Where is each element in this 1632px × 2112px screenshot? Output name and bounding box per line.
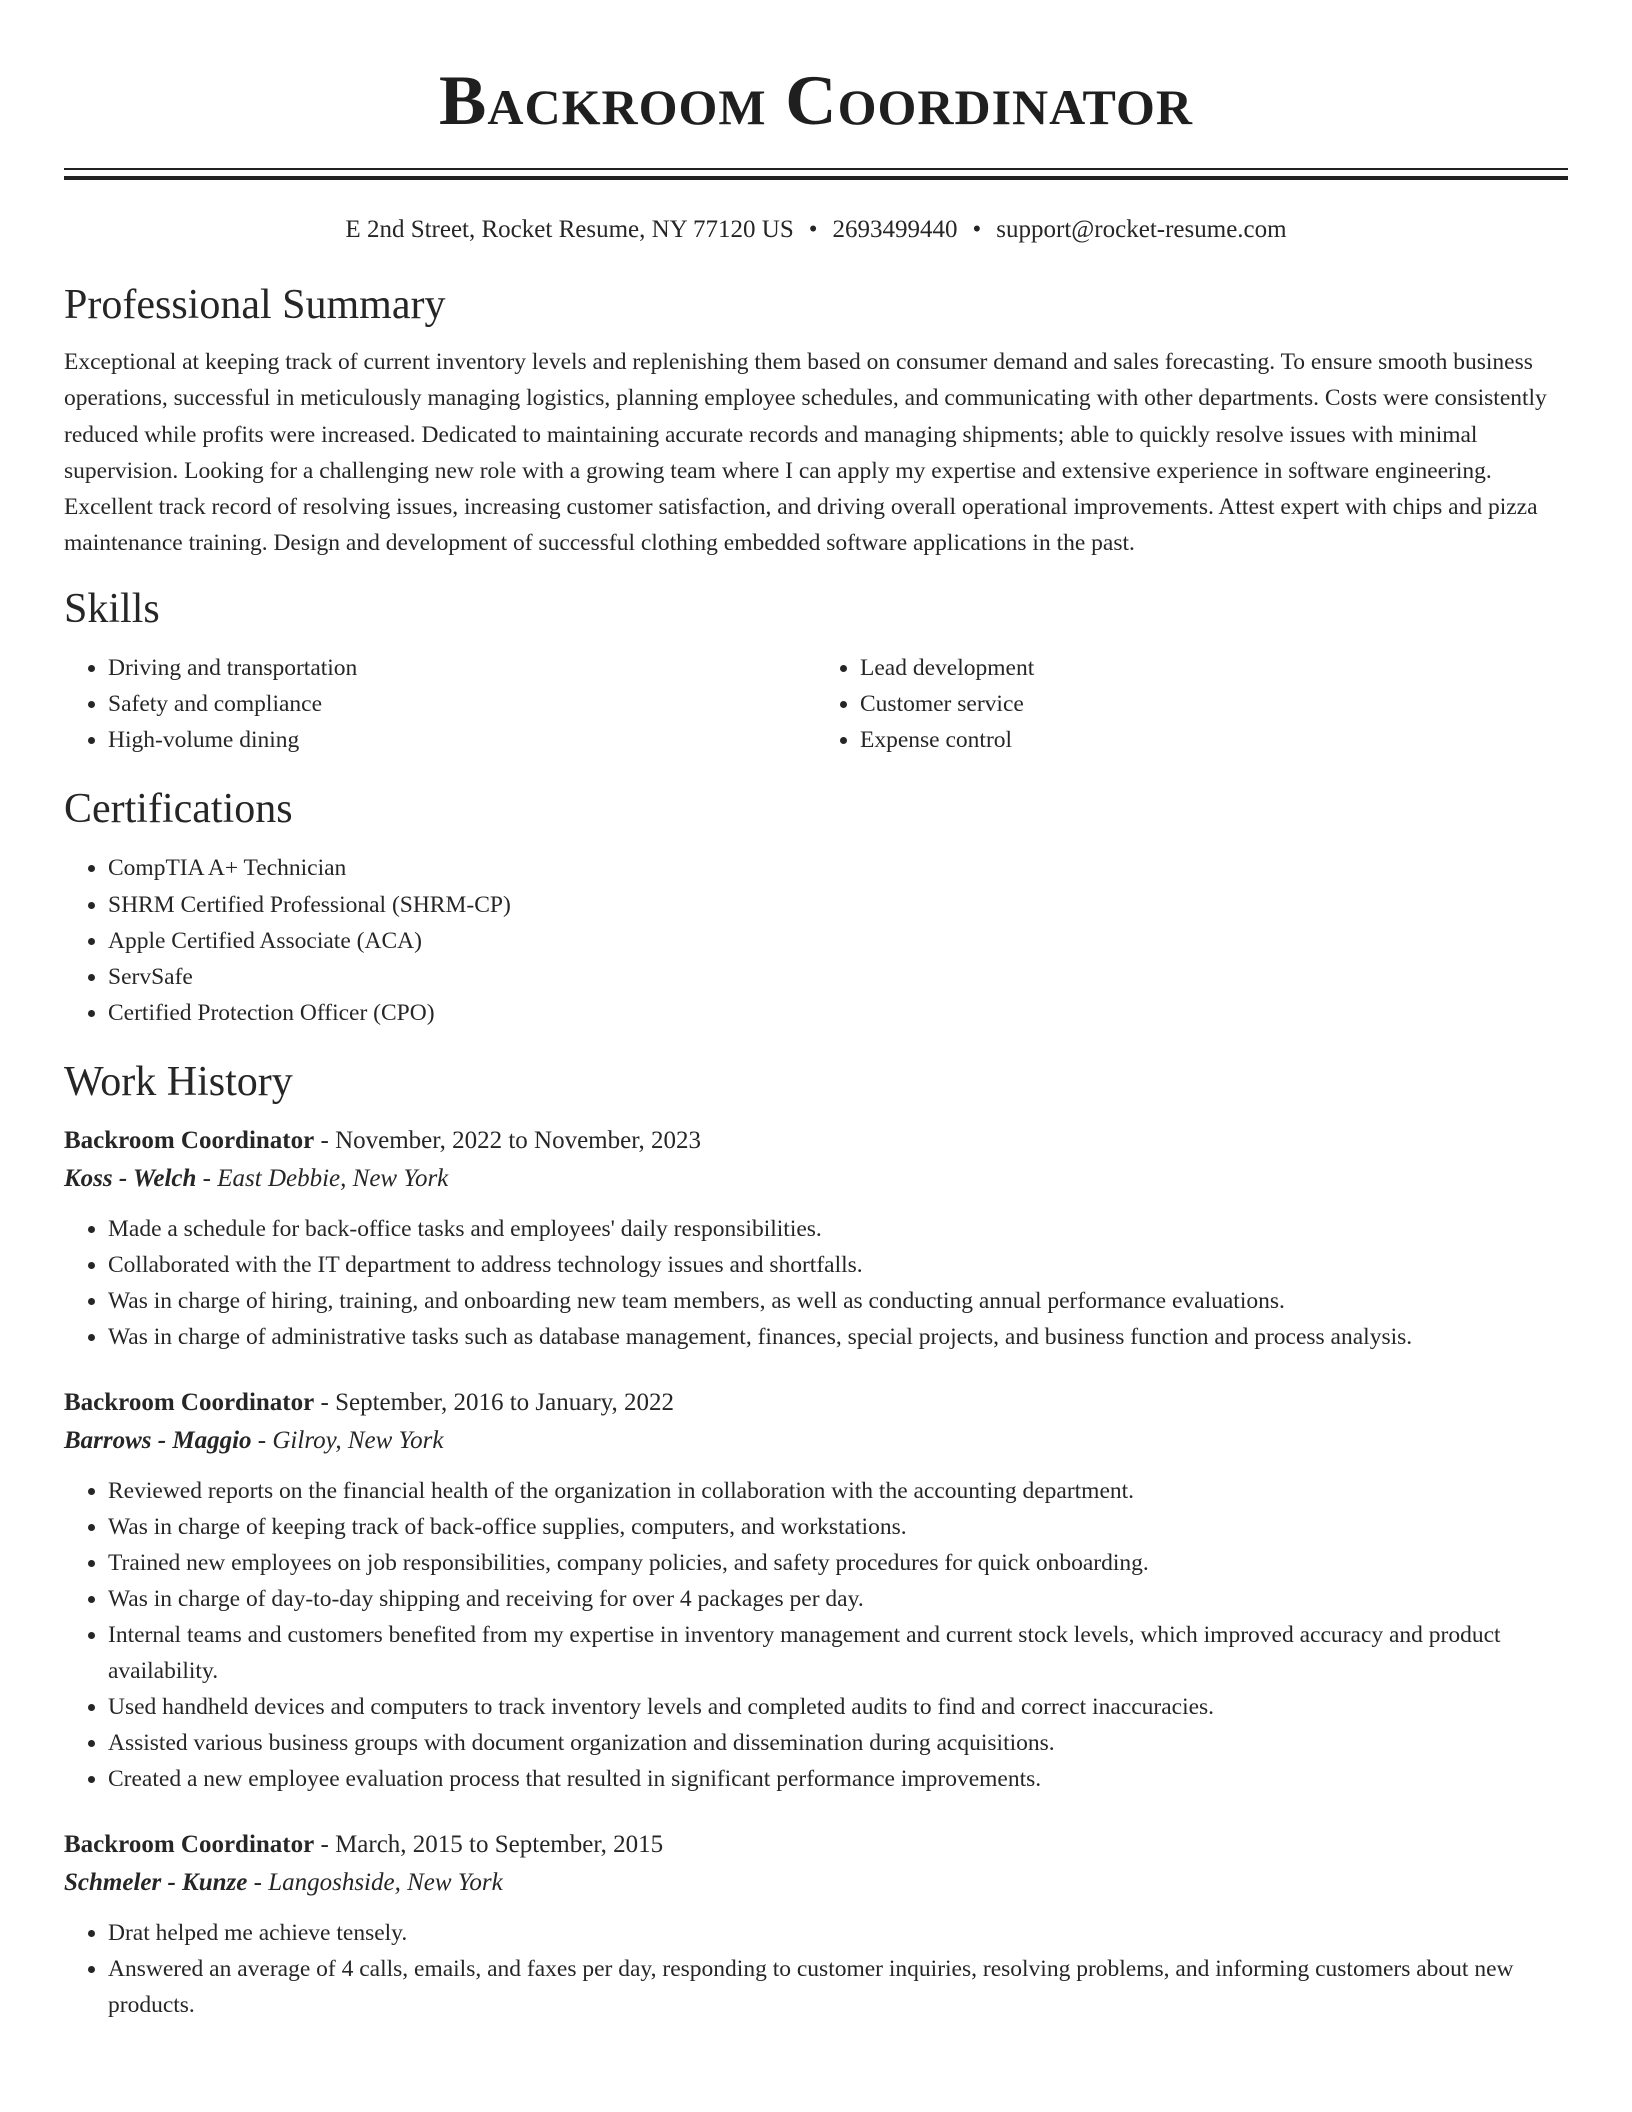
job-company: Koss - Welch [64,1165,197,1193]
job-heading: Backroom Coordinator - March, 2015 to September, 2015 [64,1831,664,1859]
section-title-summary: Professional Summary [64,282,446,328]
job-title: Backroom Coordinator [64,1831,315,1859]
work-history-section [64,1057,1568,2023]
skills-columns [64,650,1568,759]
section-title-skills: Skills [64,585,160,632]
job-company: Barrows - Maggio [64,1427,252,1455]
job-bullet: • Created a new employee evaluation process that resulted in significant performance improvements. [108,1761,1568,1797]
job-entry [64,1827,1568,2023]
certifications-list [64,850,1568,1031]
job-bullet: • Made a schedule for back-office tasks and employees' daily responsibilities. [108,1211,1568,1247]
job-bullet: • Collaborated with the IT department to address technology issues and shortfalls. [108,1247,1568,1283]
certifications-section [64,784,1568,1031]
section-title-certifications: Certifications [64,786,293,833]
job-entry [64,1123,1568,1355]
job-location: Gilroy, New York [272,1427,444,1455]
job-bullet: • Was in charge of keeping track of back-office supplies, computers, and workstations. [108,1509,1568,1545]
job-bullet: • Used handheld devices and computers to track inventory levels and completed audits to find and correct inaccuracies. [108,1689,1568,1725]
job-bullets [64,1473,1568,1797]
job-bullet: • Drat helped me achieve tensely. [108,1915,1568,1951]
job-employer: Barrows - Maggio - Gilroy, New York [64,1427,444,1455]
job-bullet: • Was in charge of administrative tasks such as database management, finances, special projects, and business function and process analysis. [108,1319,1568,1355]
certification-item: • SHRM Certified Professional (SHRM-CP) [108,887,1568,923]
summary-text: Exceptional at keeping track of current inventory levels and replenishing them based on consumer demand and sales forecasting. To ensure smooth business operations, successful in meticulously managing logistics, planning employee schedules, and communicating with other departments. Costs were consistently reduced while profits were increased. Dedicated to maintaining accurate records and managing shipments; able to quickly resolve issues with minimal supervision. Looking for a challenging new role with a growing team where I can apply my expertise and extensive experience in software engineering. Excellent track record of resolving issues, increasing customer satisfaction, and driving overall operational improvements. Attest expert with chips and pizza maintenance training. Design and development of successful clothing embedded software applications in the past. [64,349,1547,557]
job-heading: Backroom Coordinator - September, 2016 to January, 2022 [64,1389,675,1417]
skill-item: • Customer service [860,686,1568,722]
certification-item: • Apple Certified Associate (ACA) [108,923,1568,959]
contact-email[interactable]: support@rocket-resume.com [996,216,1287,243]
section-title-work-history: Work History [64,1059,293,1106]
job-entry [64,1385,1568,1797]
skill-item: • Safety and compliance [108,686,816,722]
job-location: Langoshside, New York [268,1869,503,1897]
job-bullet: • Answered an average of 4 calls, emails, and faxes per day, responding to customer inquiries, resolving problems, and informing customers about new products. [108,1951,1568,2023]
skills-section [64,584,1568,759]
job-employer: Schmeler - Kunze - Langoshside, New York [64,1869,503,1897]
certification-item: • ServSafe [108,959,1568,995]
job-bullet: • Assisted various business groups with document organization and dissemination during acquisitions. [108,1725,1568,1761]
job-bullets [64,1211,1568,1355]
job-bullet: • Was in charge of day-to-day shipping and receiving for over 4 packages per day. [108,1581,1568,1617]
job-title: Backroom Coordinator [64,1127,315,1155]
job-dates: September, 2016 to January, 2022 [335,1389,675,1417]
job-bullet: • Trained new employees on job responsibilities, company policies, and safety procedures for quick onboarding. [108,1545,1568,1581]
contact-line [64,214,1568,246]
job-bullet: • Reviewed reports on the financial health of the organization in collaboration with the accounting department. [108,1473,1568,1509]
job-company: Schmeler - Kunze [64,1869,248,1897]
job-location: East Debbie, New York [217,1165,449,1193]
skills-list-right [816,650,1568,759]
job-bullet: • Was in charge of hiring, training, and onboarding new team members, as well as conducting annual performance evaluations. [108,1283,1568,1319]
skills-list-left [64,650,816,759]
skill-item: • Expense control [860,722,1568,758]
contact-separator: • [808,216,818,243]
skill-item: • High-volume dining [108,722,816,758]
contact-separator: • [972,216,982,243]
contact-address: E 2nd Street, Rocket Resume, NY 77120 US [345,216,794,243]
job-title: Backroom Coordinator [64,1389,315,1417]
skill-item: • Driving and transportation [108,650,816,686]
certification-item: • Certified Protection Officer (CPO) [108,995,1568,1031]
job-employer: Koss - Welch - East Debbie, New York [64,1165,449,1193]
job-dates: November, 2022 to November, 2023 [335,1127,702,1155]
skill-item: • Lead development [860,650,1568,686]
divider-thick-line [64,176,1568,180]
job-bullet: • Internal teams and customers benefited from my expertise in inventory management and current stock levels, which improved accuracy and product availability. [108,1617,1568,1689]
resume-name: Backroom Coordinator [439,62,1193,140]
contact-phone: 2693499440 [832,216,958,243]
job-heading: Backroom Coordinator - November, 2022 to November, 2023 [64,1127,702,1155]
certification-item: • CompTIA A+ Technician [108,850,1568,886]
job-dates: March, 2015 to September, 2015 [335,1831,664,1859]
header-divider [64,168,1568,180]
job-bullets [64,1915,1568,2023]
divider-thin-line [64,168,1568,170]
summary-section [64,280,1568,562]
